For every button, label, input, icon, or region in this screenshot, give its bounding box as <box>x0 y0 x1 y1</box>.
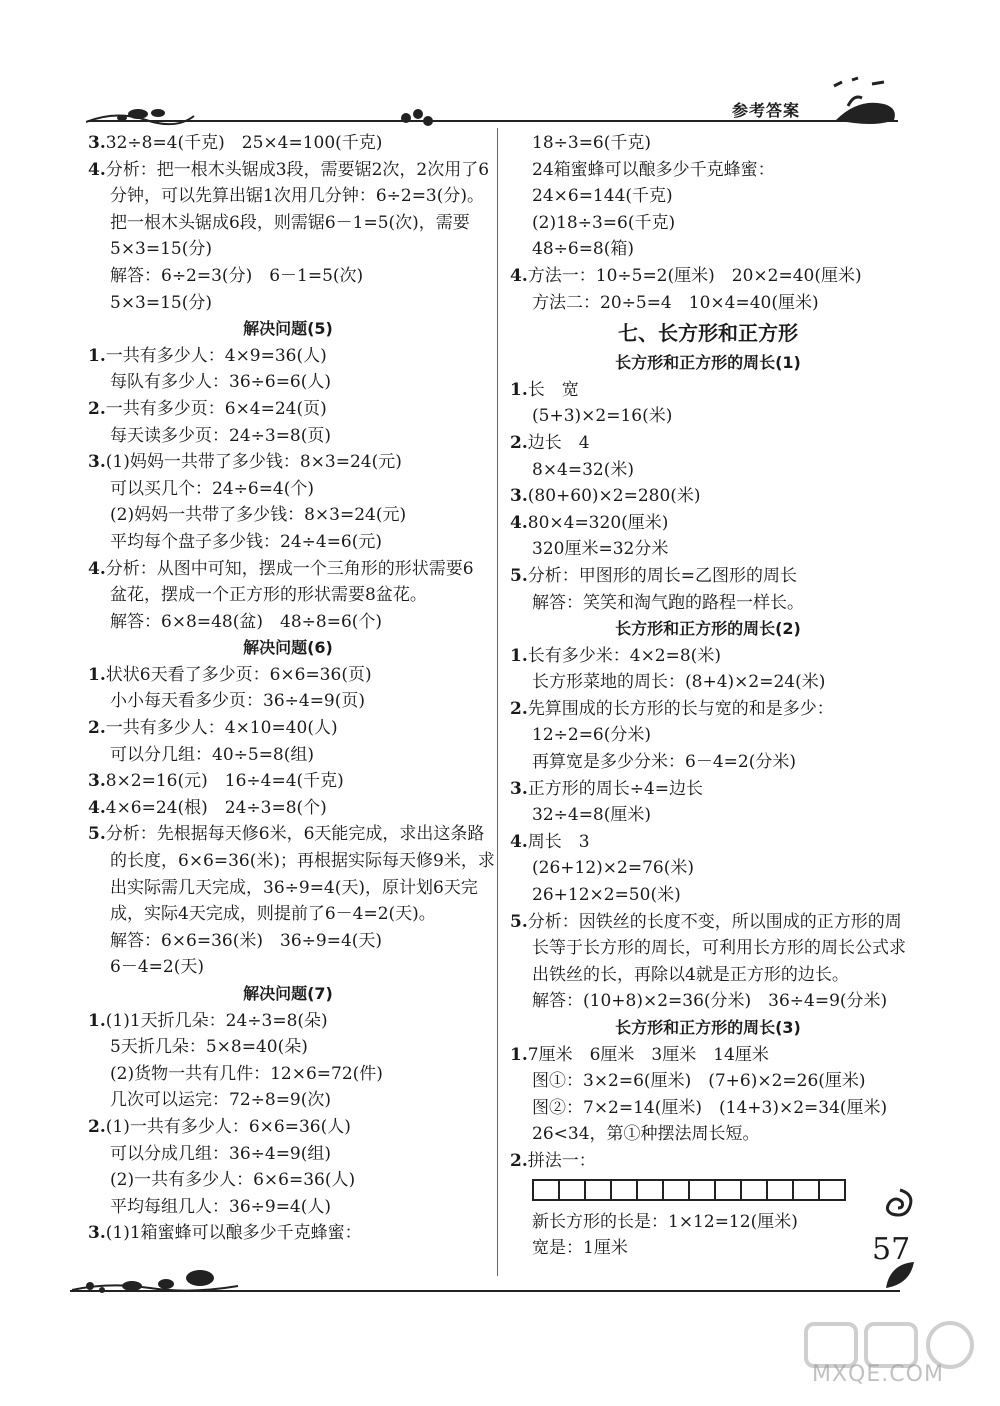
answer-text: (1)1天折几朵：24÷3=8(朵) <box>105 1010 328 1031</box>
answer-line: 图②：7×2=14(厘米) (14+3)×2=34(厘米) <box>532 1097 888 1118</box>
answer-line: 解答：(10+8)×2=36(分米) 36÷4=9(分米) <box>532 991 888 1012</box>
leaf-ornament-bottom-right <box>880 1258 920 1294</box>
question-number: 2. <box>510 1150 528 1171</box>
question-number: 1. <box>510 379 528 400</box>
strip-figure <box>510 1175 906 1209</box>
question-number: 2. <box>510 432 528 453</box>
berry-ornament-center <box>398 106 438 130</box>
answer-line: 的长度，6×6=36(米)；再根据实际每天修9米，求 <box>110 851 495 872</box>
answer-line: 解答：6×8=48(盆) 48÷8=6(个) <box>110 611 383 632</box>
answer-text: 8×2=16(元) 16÷4=4(千克) <box>105 771 344 792</box>
unit-square <box>586 1181 612 1199</box>
answer-line <box>510 829 906 856</box>
subsection-heading: 解决问题(5) <box>243 319 333 339</box>
answer-text: 方法一：10÷5=2(厘米) 20×2=40(厘米) <box>527 265 862 286</box>
answer-line <box>510 909 906 936</box>
footer-rule <box>70 1290 900 1292</box>
answer-line: 解答：6×6=36(米) 36÷9=4(天) <box>110 930 383 951</box>
question-number: 2. <box>88 718 106 739</box>
answer-line <box>510 377 906 404</box>
answer-line: (5+3)×2=16(米) <box>532 406 673 427</box>
answer-line: 图①：3×2=6(厘米) (7+6)×2=26(厘米) <box>532 1071 866 1092</box>
question-number: 3. <box>88 771 106 792</box>
answer-line: 可以买几个：24÷6=4(个) <box>110 478 315 499</box>
answer-text: 80×4=320(厘米) <box>527 512 669 533</box>
answer-line <box>88 556 488 583</box>
answer-line <box>88 1220 488 1247</box>
question-number: 4. <box>510 512 528 533</box>
answer-line: 24×6=144(千克) <box>532 186 673 207</box>
subsection-heading: 解决问题(6) <box>243 638 333 658</box>
swirl-ornament <box>880 1186 920 1226</box>
answer-text: (1)妈妈一共带了多少钱：8×3=24(元) <box>105 452 402 473</box>
question-number: 5. <box>88 824 106 845</box>
answer-line <box>510 696 906 723</box>
unit-square <box>560 1181 586 1199</box>
question-number: 3. <box>88 1223 106 1244</box>
answer-line <box>510 1042 906 1069</box>
answer-line <box>88 795 488 822</box>
question-number: 2. <box>88 398 106 419</box>
answer-text: 一共有多少人：4×9=36(人) <box>105 345 327 366</box>
answer-text: 分析：把一根木头锯成3段，需要锯2次，2次用了6 <box>105 159 490 180</box>
answer-line: 26<34，第①种摆法周长短。 <box>532 1124 760 1145</box>
answer-line <box>510 563 906 590</box>
answer-line: (26+12)×2=76(米) <box>532 858 694 879</box>
answer-line: 几次可以运完：72÷8=9(次) <box>110 1090 332 1111</box>
page-number: 57 <box>872 1232 911 1267</box>
answer-line: 解答：6÷2=3(分) 6－1=5(次) <box>110 265 364 286</box>
answer-line: 再算宽是多少分米：6－4=2(分米) <box>532 752 796 773</box>
right-column <box>510 130 906 1262</box>
answer-text: 先算围成的长方形的长与宽的和是多少： <box>527 698 834 719</box>
answer-line: 8×4=32(米) <box>532 459 635 480</box>
answer-text: 一共有多少人：4×10=40(人) <box>105 718 338 739</box>
answer-line: 320厘米=32分米 <box>532 539 669 560</box>
question-number: 4. <box>510 265 528 286</box>
answer-line <box>88 662 488 689</box>
answer-line: 成，实际4天完成，则提前了6－4=2(天)。 <box>110 904 436 925</box>
vine-ornament-left <box>86 104 196 130</box>
answer-line: 48÷6=8(箱) <box>532 239 635 260</box>
question-number: 1. <box>510 1044 528 1065</box>
question-number: 4. <box>88 797 106 818</box>
answer-line <box>88 157 488 184</box>
watermark-text: MXQE.COM <box>812 1362 944 1387</box>
unit-square <box>638 1181 664 1199</box>
answer-line: 方法二：20÷5=4 10×4=40(厘米) <box>532 292 819 313</box>
answer-line: 26+12×2=50(米) <box>532 885 681 906</box>
subsection-heading: 长方形和正方形的周长(1) <box>615 353 801 373</box>
question-number: 1. <box>88 345 106 366</box>
answer-text: 一共有多少页：6×4=24(页) <box>105 398 327 419</box>
vine-ornament-bottom <box>70 1264 240 1300</box>
answer-line: 6－4=2(天) <box>110 957 204 978</box>
answer-line: (2)一共有多少人：6×6=36(人) <box>110 1170 356 1191</box>
unit-square <box>534 1181 560 1199</box>
answer-line <box>88 768 488 795</box>
answer-line: 把一根木头锯成6段，则需锯6－1=5(次)，需要 <box>110 212 470 233</box>
answer-line: 宽是：1厘米 <box>532 1238 628 1259</box>
subsection-heading: 解决问题(7) <box>243 984 333 1003</box>
answer-line: 分钟，可以先算出锯1次用几分钟：6÷2=3(分)。 <box>110 186 485 207</box>
answer-line <box>88 396 488 423</box>
subsection-heading: 长方形和正方形的周长(2) <box>615 619 801 639</box>
answer-text: 状状6天看了多少页：6×6=36(页) <box>105 664 372 685</box>
answer-line <box>510 1148 906 1175</box>
answer-line: 长方形菜地的周长：(8+4)×2=24(米) <box>532 672 826 693</box>
answer-line: 每队有多少人：36÷6=6(人) <box>110 372 332 393</box>
answer-line: 可以分成几组：36÷4=9(组) <box>110 1143 332 1164</box>
left-column <box>88 130 495 1247</box>
question-number: 2. <box>510 698 528 719</box>
answer-text: 32÷8=4(千克) 25×4=100(千克) <box>105 133 383 153</box>
answer-line: 小小每天看多少页：36÷4=9(页) <box>110 691 366 712</box>
header-label: 参考答案 <box>732 101 801 120</box>
unit-square <box>794 1181 820 1199</box>
answer-text: 正方形的周长÷4=边长 <box>527 778 704 799</box>
unit-square <box>820 1181 844 1199</box>
question-number: 1. <box>88 1010 106 1031</box>
answer-line <box>88 821 488 848</box>
unit-square <box>612 1181 638 1199</box>
unit-square <box>690 1181 716 1199</box>
answer-text: (1)1箱蜜蜂可以酿多少千克蜂蜜： <box>105 1223 362 1244</box>
unit-square-strip <box>532 1179 846 1201</box>
answer-text: 分析：甲图形的周长=乙图形的周长 <box>527 565 797 586</box>
answer-line <box>510 643 906 670</box>
answer-line <box>510 430 906 457</box>
unit-square <box>664 1181 690 1199</box>
answer-line: 解答：笑笑和淘气跑的路程一样长。 <box>532 592 804 613</box>
answer-text: 边长 4 <box>527 432 590 453</box>
unit-square <box>742 1181 768 1199</box>
answer-line: 出铁丝的长，再除以4就是正方形的边长。 <box>532 964 849 985</box>
answer-line: 32÷4=8(厘米) <box>532 805 652 826</box>
answer-line: (2)18÷3=6(千克) <box>532 212 676 233</box>
subsection-heading: 长方形和正方形的周长(3) <box>615 1018 801 1037</box>
answer-text: 长有多少米：4×2=8(米) <box>527 645 721 666</box>
answer-line <box>88 343 488 370</box>
question-number: 5. <box>510 565 528 586</box>
answer-line: 平均每组几人：36÷9=4(人) <box>110 1196 332 1217</box>
answer-line: 新长方形的长是：1×12=12(厘米) <box>532 1211 798 1232</box>
answer-line: 5天折几朵：5×8=40(朵) <box>110 1037 308 1058</box>
column-divider <box>497 128 498 1276</box>
question-number: 1. <box>88 664 106 685</box>
question-number: 3. <box>510 778 528 799</box>
answer-text: (80+60)×2=280(米) <box>527 486 701 507</box>
question-number: 5. <box>510 911 528 932</box>
answer-line: 12÷2=6(分米) <box>532 725 652 746</box>
answer-line: 平均每个盘子多少钱：24÷4=6(元) <box>110 531 383 552</box>
answer-line <box>88 1114 488 1141</box>
corner-leaf-ornament <box>828 76 900 132</box>
answer-line: 每天读多少页：24÷3=8(页) <box>110 425 332 446</box>
answer-text: 周长 3 <box>527 831 590 852</box>
question-number: 3. <box>510 486 528 507</box>
answer-line <box>88 449 488 476</box>
answer-line <box>510 483 906 510</box>
answer-text: 分析：从图中可知，摆成一个三角形的形状需要6 <box>105 558 474 579</box>
answer-line <box>88 1008 488 1035</box>
question-number: 3. <box>88 133 106 153</box>
answer-line <box>88 130 488 157</box>
answer-text: (1)一共有多少人：6×6=36(人) <box>105 1116 351 1137</box>
answer-line <box>88 715 488 742</box>
answer-line: 5×3=15(分) <box>110 239 213 260</box>
answer-line: 18÷3=6(千克) <box>532 133 652 153</box>
chapter-heading: 七、长方形和正方形 <box>618 321 798 346</box>
question-number: 3. <box>88 452 106 473</box>
unit-square <box>768 1181 794 1199</box>
header-rule <box>88 120 898 122</box>
answer-text: 分析：先根据每天修6米，6天能完成，求出这条路 <box>105 824 485 845</box>
question-number: 4. <box>88 558 106 579</box>
answer-text: 长 宽 <box>527 379 579 400</box>
answer-line: 5×3=15(分) <box>110 292 213 313</box>
question-number: 4. <box>88 159 106 180</box>
answer-line <box>510 510 906 537</box>
answer-text: 拼法一： <box>527 1150 596 1171</box>
answer-line: (2)货物一共有几件：12×6=72(件) <box>110 1063 383 1084</box>
question-number: 1. <box>510 645 528 666</box>
answer-text: 4×6=24(根) 24÷3=8(个) <box>105 797 327 818</box>
answer-line: 可以分几组：40÷5=8(组) <box>110 744 315 765</box>
answer-line: 盆花，摆成一个正方形的形状需要8盆花。 <box>110 585 427 606</box>
answer-line: 出实际需几天完成，36÷9=4(天)，原计划6天完 <box>110 877 478 898</box>
answer-text: 7厘米 6厘米 3厘米 14厘米 <box>527 1044 769 1065</box>
answer-text: 分析：因铁丝的长度不变，所以围成的正方形的周 <box>527 911 902 932</box>
answer-line: (2)妈妈一共带了多少钱：8×3=24(元) <box>110 505 407 526</box>
answer-line <box>510 776 906 803</box>
question-number: 4. <box>510 831 528 852</box>
unit-square <box>716 1181 742 1199</box>
answer-line <box>510 263 906 290</box>
answer-line: 长等于长方形的周长，可利用长方形的周长公式求 <box>532 938 906 959</box>
question-number: 2. <box>88 1116 106 1137</box>
answer-line: 24箱蜜蜂可以酿多少千克蜂蜜： <box>532 159 775 180</box>
